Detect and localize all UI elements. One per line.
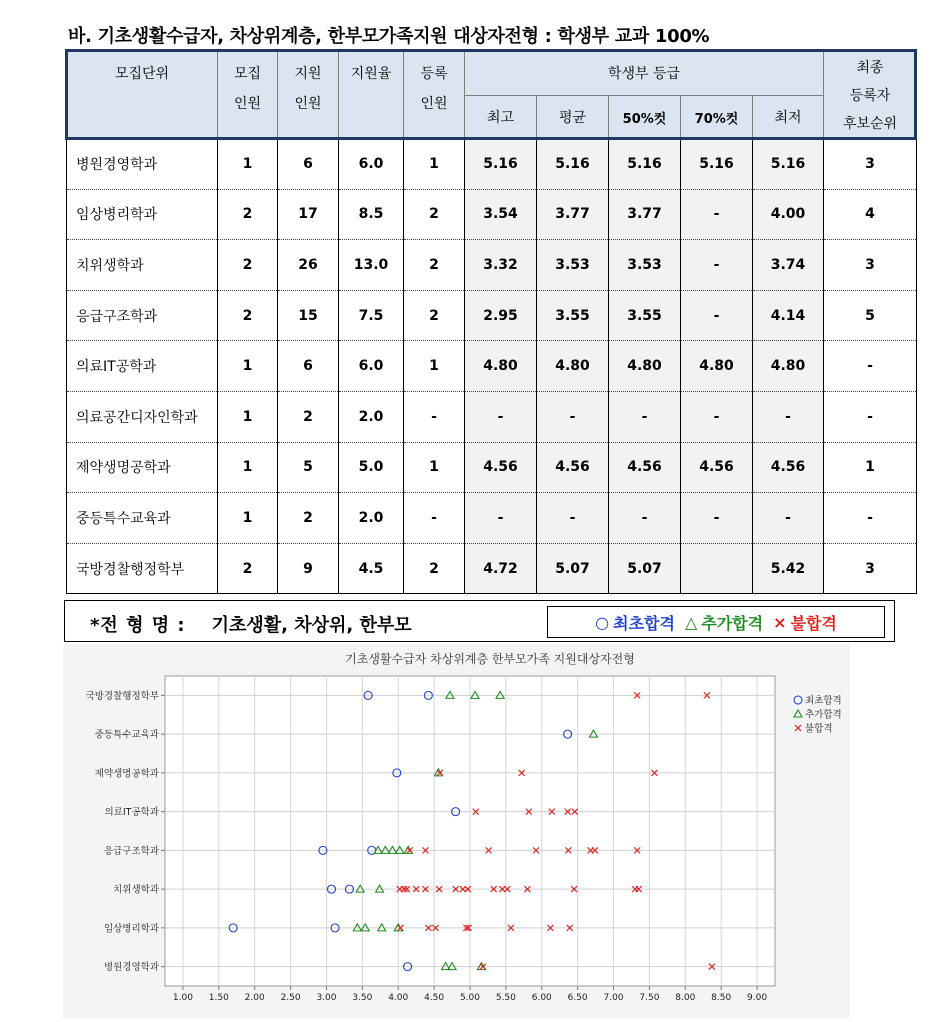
- y-tick-label: 중등특수교육과: [94, 729, 159, 741]
- cell-registered: 2: [404, 240, 465, 291]
- cell-applicants: 2: [278, 391, 339, 442]
- cell-applicants: 26: [278, 240, 339, 291]
- header-worst: 최저: [753, 96, 824, 139]
- x-tick-label: 3.00: [316, 993, 337, 1003]
- table-row: [67, 442, 917, 493]
- x-tick-label: 9.00: [747, 993, 768, 1003]
- header-registered-line2: 인원: [420, 96, 448, 112]
- cell-applicants: 15: [278, 290, 339, 341]
- cell-p50: 5.07: [609, 543, 681, 594]
- cell-applicants: 6: [278, 341, 339, 392]
- legend-label: 추가합격: [805, 709, 842, 721]
- x-tick-label: 3.50: [352, 993, 373, 1003]
- cell-ratio: 6.0: [339, 341, 404, 392]
- scatter-chart-panel: [63, 644, 850, 1018]
- cell-registered: 1: [404, 341, 465, 392]
- extra-pass-label: 추가합격: [701, 613, 764, 633]
- cell-p70: -: [681, 493, 753, 544]
- cell-unit: 제약생명공학과: [67, 442, 218, 493]
- legend-marker: [794, 696, 802, 704]
- cell-unit: 임상병리학과: [67, 189, 218, 240]
- cell-worst: 4.80: [753, 341, 824, 392]
- header-applicants-line1: 지원: [294, 66, 322, 82]
- cell-avg: 3.55: [537, 290, 609, 341]
- cell-final: 3: [824, 543, 917, 594]
- cell-applicants: 9: [278, 543, 339, 594]
- x-tick-label: 7.00: [603, 993, 624, 1003]
- cell-p50: 3.77: [609, 189, 681, 240]
- table-row: [67, 240, 917, 291]
- cell-final: 3: [824, 139, 917, 190]
- cell-best: 5.16: [465, 139, 537, 190]
- y-tick-label: 제약생명공학과: [94, 768, 159, 780]
- cell-p50: -: [609, 493, 681, 544]
- section-title: 바. 기초생활수급자, 차상위계층, 한부모가족지원 대상자전형 : 학생부 교과 100%: [68, 26, 710, 47]
- cell-ratio: 2.0: [339, 391, 404, 442]
- chart-title: 기초생활수급자 차상위계층 한부모가족 지원대상자전형: [345, 652, 635, 666]
- header-final-line3: 후보순위: [842, 115, 898, 132]
- x-tick-label: 8.00: [675, 993, 696, 1003]
- cell-registered: 2: [404, 543, 465, 594]
- y-tick-label: 치위생학과: [113, 884, 159, 896]
- cell-unit: 국방경찰행정학부: [67, 543, 218, 594]
- cell-ratio: 13.0: [339, 240, 404, 291]
- cell-worst: 4.56: [753, 442, 824, 493]
- cell-quota: 1: [218, 442, 278, 493]
- cell-registered: 2: [404, 189, 465, 240]
- header-applicants-line2: 인원: [294, 96, 322, 112]
- cell-best: 4.80: [465, 341, 537, 392]
- x-tick-label: 2.00: [244, 993, 265, 1003]
- header-p70: 70%컷: [681, 96, 753, 139]
- table-row: [67, 189, 917, 240]
- cell-p50: 5.16: [609, 139, 681, 190]
- y-tick-label: 임상병리학과: [103, 923, 159, 935]
- initial-pass-label: 최초합격: [613, 613, 675, 633]
- cell-ratio: 7.5: [339, 290, 404, 341]
- cell-final: 3: [824, 240, 917, 291]
- cell-applicants: 5: [278, 442, 339, 493]
- header-avg: 평균: [537, 96, 609, 139]
- x-tick-label: 4.50: [424, 993, 445, 1003]
- header-final-rank: [824, 51, 917, 139]
- cell-best: 4.56: [465, 442, 537, 493]
- cell-final: 4: [824, 189, 917, 240]
- x-tick-label: 2.50: [280, 993, 301, 1003]
- cell-quota: 2: [218, 290, 278, 341]
- cell-best: 3.54: [465, 189, 537, 240]
- cell-registered: 1: [404, 442, 465, 493]
- cell-final: -: [824, 493, 917, 544]
- cell-unit: 중등특수교육과: [67, 493, 218, 544]
- cell-unit: 의료공간디자인학과: [67, 391, 218, 442]
- cell-worst: -: [753, 391, 824, 442]
- cell-quota: 1: [218, 391, 278, 442]
- cell-avg: 4.80: [537, 341, 609, 392]
- header-grade-group: 학생부 등급: [465, 51, 824, 96]
- header-unit: 모집단위: [67, 51, 218, 139]
- cell-ratio: 2.0: [339, 493, 404, 544]
- admission-result-table: [66, 50, 917, 594]
- x-tick-label: 6.50: [567, 993, 588, 1003]
- cell-avg: 3.77: [537, 189, 609, 240]
- cell-avg: -: [537, 391, 609, 442]
- x-tick-label: 1.00: [172, 993, 193, 1003]
- header-applicants: [278, 51, 339, 139]
- cell-ratio: 5.0: [339, 442, 404, 493]
- cell-p70: -: [681, 391, 753, 442]
- cell-registered: -: [404, 391, 465, 442]
- table-row: [67, 493, 917, 544]
- scatter-chart: [63, 644, 850, 1018]
- cell-worst: 4.00: [753, 189, 824, 240]
- cell-quota: 1: [218, 493, 278, 544]
- cell-avg: 5.16: [537, 139, 609, 190]
- cell-worst: 4.14: [753, 290, 824, 341]
- legend-label: 최초합격: [805, 695, 842, 707]
- header-registered: [404, 51, 465, 139]
- x-tick-label: 1.50: [208, 993, 229, 1003]
- legend-marker: [794, 710, 802, 717]
- header-registered-line1: 등록: [420, 66, 448, 82]
- cell-worst: 3.74: [753, 240, 824, 291]
- cell-final: -: [824, 391, 917, 442]
- cell-p70: 4.56: [681, 442, 753, 493]
- cell-p50: 4.56: [609, 442, 681, 493]
- cell-registered: -: [404, 493, 465, 544]
- cell-p50: -: [609, 391, 681, 442]
- cell-unit: 치위생학과: [67, 240, 218, 291]
- table-row: [67, 543, 917, 594]
- cell-worst: -: [753, 493, 824, 544]
- cell-applicants: 6: [278, 139, 339, 190]
- cell-avg: 4.56: [537, 442, 609, 493]
- cell-ratio: 4.5: [339, 543, 404, 594]
- header-quota-line2: 인원: [233, 96, 262, 112]
- initial-pass-icon: ○: [595, 612, 610, 632]
- cell-p50: 3.55: [609, 290, 681, 341]
- result-legend: [547, 606, 885, 638]
- header-ratio: 지원율: [339, 51, 404, 139]
- header-quota: [218, 51, 278, 139]
- cell-p70: 4.80: [681, 341, 753, 392]
- x-tick-label: 4.00: [388, 993, 409, 1003]
- cell-unit: 의료IT공학과: [67, 341, 218, 392]
- cell-final: 1: [824, 442, 917, 493]
- x-tick-label: 5.50: [495, 993, 516, 1003]
- cell-best: -: [465, 493, 537, 544]
- cell-quota: 2: [218, 240, 278, 291]
- x-tick-label: 8.50: [711, 993, 732, 1003]
- table-row: [67, 391, 917, 442]
- y-tick-label: 국방경찰행정학부: [85, 690, 159, 702]
- cell-worst: 5.42: [753, 543, 824, 594]
- cell-registered: 1: [404, 139, 465, 190]
- cell-avg: -: [537, 493, 609, 544]
- x-tick-label: 7.50: [639, 993, 660, 1003]
- y-tick-label: 병원경영학과: [103, 962, 159, 974]
- cell-p70: -: [681, 240, 753, 291]
- x-tick-label: 6.00: [531, 993, 552, 1003]
- cell-worst: 5.16: [753, 139, 824, 190]
- y-tick-label: 응급구조학과: [103, 845, 159, 857]
- table-row: [67, 290, 917, 341]
- cell-quota: 2: [218, 189, 278, 240]
- cell-best: -: [465, 391, 537, 442]
- admission-type-bar: [64, 600, 895, 642]
- cell-avg: 5.07: [537, 543, 609, 594]
- cell-ratio: 8.5: [339, 189, 404, 240]
- cell-p70: [681, 543, 753, 594]
- cell-ratio: 6.0: [339, 139, 404, 190]
- x-tick-label: 5.00: [459, 993, 481, 1003]
- extra-pass-icon: △: [684, 612, 698, 632]
- cell-p70: 5.16: [681, 139, 753, 190]
- admission-type-value: 기초생활, 차상위, 한부모: [211, 615, 412, 636]
- cell-quota: 2: [218, 543, 278, 594]
- fail-label: 불합격: [790, 613, 837, 633]
- legend-marker: [795, 725, 801, 731]
- cell-avg: 3.53: [537, 240, 609, 291]
- cell-final: 5: [824, 290, 917, 341]
- header-quota-line1: 모집: [233, 66, 262, 82]
- fail-icon: ×: [773, 612, 787, 632]
- cell-p50: 4.80: [609, 341, 681, 392]
- admission-type-label: [90, 611, 412, 637]
- legend-label: 불합격: [805, 723, 833, 735]
- cell-applicants: 17: [278, 189, 339, 240]
- header-final-line1: 최종: [856, 59, 884, 76]
- cell-quota: 1: [218, 341, 278, 392]
- cell-best: 3.32: [465, 240, 537, 291]
- y-tick-label: 의료IT공학과: [104, 807, 159, 819]
- header-final-line2: 등록자: [849, 87, 891, 104]
- cell-final: -: [824, 341, 917, 392]
- cell-unit: 응급구조학과: [67, 290, 218, 341]
- cell-p70: -: [681, 189, 753, 240]
- cell-p50: 3.53: [609, 240, 681, 291]
- admission-type-key: *전 형 명 :: [90, 615, 186, 636]
- cell-quota: 1: [218, 139, 278, 190]
- cell-best: 4.72: [465, 543, 537, 594]
- header-p50: 50%컷: [609, 96, 681, 139]
- cell-p70: -: [681, 290, 753, 341]
- cell-unit: 병원경영학과: [67, 139, 218, 190]
- cell-best: 2.95: [465, 290, 537, 341]
- header-best: 최고: [465, 96, 537, 139]
- table-row: [67, 341, 917, 392]
- cell-registered: 2: [404, 290, 465, 341]
- table-row: [67, 139, 917, 190]
- cell-applicants: 2: [278, 493, 339, 544]
